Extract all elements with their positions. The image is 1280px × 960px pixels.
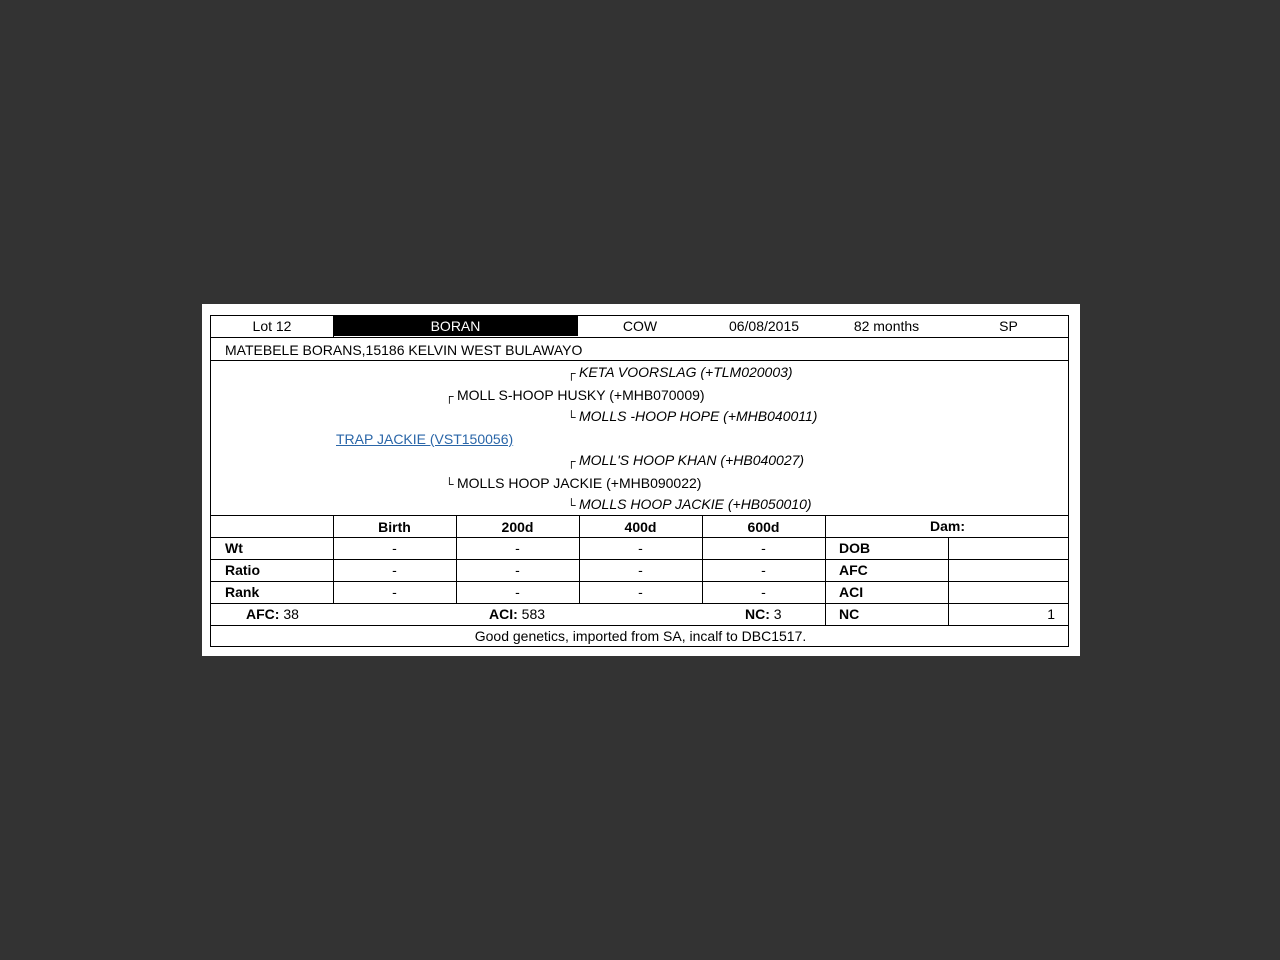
bracket-bottom-icon: └ — [567, 498, 576, 512]
pedigree-pgs-sire — [567, 362, 793, 383]
nc-value: 3 — [769, 606, 782, 622]
pedigree-name: MOLLS -HOOP HOPE (+MHB040011) — [579, 408, 818, 424]
summary-nc — [745, 603, 782, 625]
ratio-400d: - — [638, 562, 643, 578]
bracket-bottom-icon: └ — [445, 477, 454, 491]
pedigree-name: MOLL'S HOOP KHAN (+HB040027) — [579, 452, 805, 468]
sire-link[interactable]: TRAP JACKIE (VST150056) — [336, 431, 514, 447]
pedigree-name: MOLLS HOOP JACKIE (+MHB090022) — [457, 475, 702, 491]
date-of-birth: 06/08/2015 — [728, 318, 800, 334]
pedigree-paternal-granddam — [445, 473, 701, 494]
pedigree-paternal-grandsire — [445, 385, 705, 406]
pedigree-pgs-dam — [567, 406, 817, 427]
afc-label: AFC: — [246, 606, 280, 622]
ratio-birth: - — [392, 562, 397, 578]
wt-birth: - — [392, 540, 397, 556]
breeder-info: MATEBELE BORANS,15186 KELVIN WEST BULAWAYO — [225, 342, 583, 358]
col-400d: 400d — [624, 519, 657, 535]
aci-label: ACI: — [489, 606, 518, 622]
status-code: SP — [999, 318, 1018, 334]
breed-label: BORAN — [333, 316, 578, 336]
row-label-rank: Rank — [225, 584, 260, 600]
divider — [456, 515, 457, 603]
lot-card — [202, 304, 1080, 656]
col-birth: Birth — [378, 519, 411, 535]
col-600d: 600d — [747, 519, 780, 535]
rank-600d: - — [761, 584, 766, 600]
age: 82 months — [853, 318, 920, 334]
row-label-ratio: Ratio — [225, 562, 260, 578]
afc-value: 38 — [279, 606, 299, 622]
bracket-top-icon: ┌ — [445, 389, 454, 403]
rank-200d: - — [515, 584, 520, 600]
wt-200d: - — [515, 540, 520, 556]
bracket-top-icon: ┌ — [567, 454, 576, 468]
lot-number: Lot 12 — [252, 318, 292, 334]
ratio-600d: - — [761, 562, 766, 578]
animal-type: COW — [622, 318, 658, 334]
dam-title: Dam: — [929, 518, 965, 534]
divider — [948, 537, 949, 625]
comment: Good genetics, imported from SA, incalf to DBC1517. — [474, 628, 807, 644]
pedigree-name: MOLL S-HOOP HUSKY (+MHB070009) — [457, 387, 705, 403]
dam-aci-value — [948, 581, 1066, 603]
dam-aci-label: ACI — [839, 584, 864, 600]
pedigree-name: KETA VOORSLAG (+TLM020003) — [579, 364, 793, 380]
divider — [333, 316, 334, 337]
summary-aci — [489, 603, 545, 625]
ratio-200d: - — [515, 562, 520, 578]
divider — [579, 515, 580, 603]
lot-sheet — [210, 315, 1069, 647]
dam-nc-value: 1 — [1047, 606, 1055, 622]
bracket-top-icon: ┌ — [567, 366, 576, 380]
dam-afc-label: AFC — [839, 562, 868, 578]
divider — [825, 515, 826, 625]
dam-dob-label: DOB — [839, 540, 871, 556]
bracket-bottom-icon: └ — [567, 410, 576, 424]
summary-afc — [246, 603, 299, 625]
pedigree-pgd-dam — [567, 494, 812, 515]
aci-value: 583 — [517, 606, 546, 622]
pedigree-name: MOLLS HOOP JACKIE (+HB050010) — [579, 496, 812, 512]
dam-dob-value — [948, 537, 1066, 559]
wt-600d: - — [761, 540, 766, 556]
wt-400d: - — [638, 540, 643, 556]
divider — [211, 337, 1068, 338]
row-label-wt: Wt — [225, 540, 243, 556]
divider — [702, 515, 703, 603]
divider — [333, 515, 334, 603]
pedigree-pgd-sire — [567, 450, 804, 471]
dam-nc-label: NC — [839, 606, 860, 622]
rank-birth: - — [392, 584, 397, 600]
nc-label: NC: — [745, 606, 770, 622]
col-200d: 200d — [501, 519, 534, 535]
dam-afc-value — [948, 559, 1066, 581]
rank-400d: - — [638, 584, 643, 600]
divider — [211, 360, 1068, 361]
divider — [211, 603, 1068, 604]
